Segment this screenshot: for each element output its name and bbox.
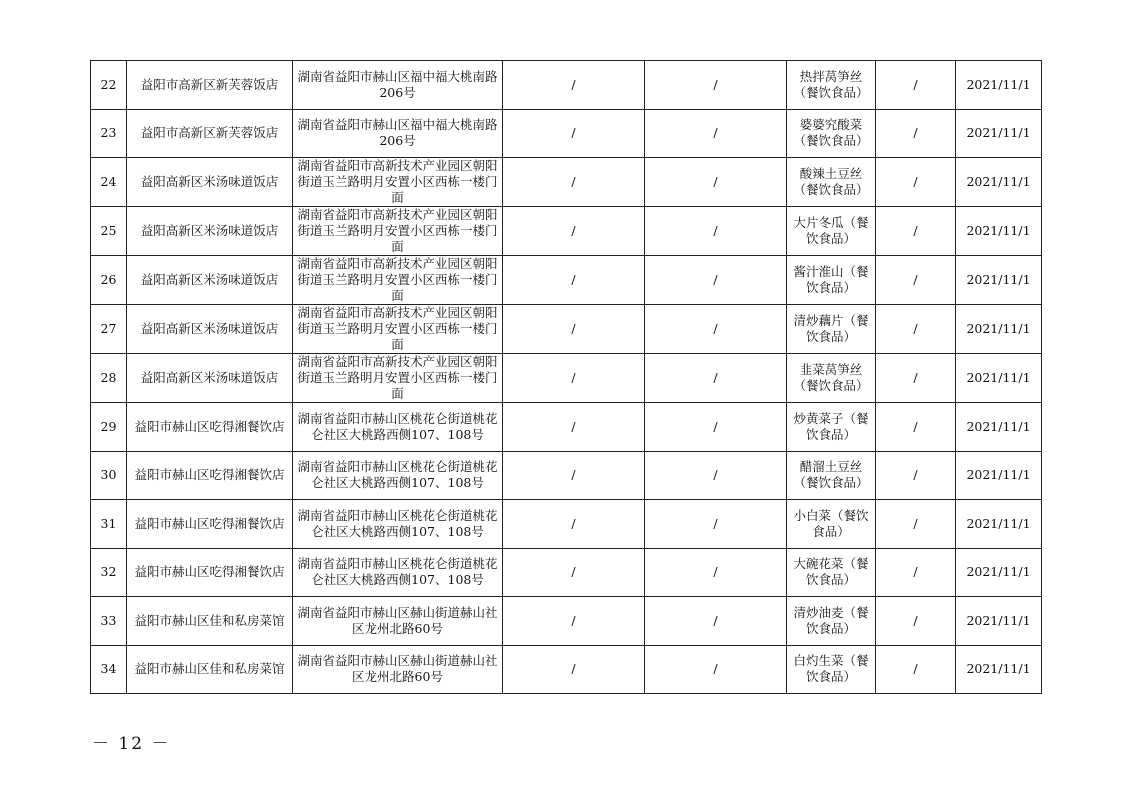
sample-date: 2021/11/1 <box>956 207 1042 256</box>
table-row <box>91 500 1042 549</box>
row-number: 31 <box>91 500 127 549</box>
table-row <box>91 597 1042 646</box>
business-address: 湖南省益阳市赫山区福中福大桃南路206号 <box>293 109 503 158</box>
row-number: 25 <box>91 207 127 256</box>
business-address: 湖南省益阳市高新技术产业园区朝阳街道玉兰路明月安置小区西栋一楼门面 <box>293 305 503 354</box>
business-address: 湖南省益阳市高新技术产业园区朝阳街道玉兰路明月安置小区西栋一楼门面 <box>293 207 503 256</box>
sample-date: 2021/11/1 <box>956 305 1042 354</box>
food-sample-name: 清炒油麦（餐饮食品） <box>787 597 876 646</box>
business-name: 益阳市高新区新芙蓉饭店 <box>127 61 293 110</box>
table-row <box>91 207 1042 256</box>
business-address: 湖南省益阳市赫山区福中福大桃南路206号 <box>293 61 503 110</box>
empty-slash-cell: / <box>876 256 956 305</box>
empty-slash-cell: / <box>503 109 645 158</box>
sample-date: 2021/11/1 <box>956 451 1042 500</box>
business-name: 益阳高新区米汤味道饭店 <box>127 256 293 305</box>
empty-slash-cell: / <box>503 305 645 354</box>
row-number: 24 <box>91 158 127 207</box>
sample-date: 2021/11/1 <box>956 158 1042 207</box>
row-number: 29 <box>91 403 127 452</box>
row-number: 27 <box>91 305 127 354</box>
sample-date: 2021/11/1 <box>956 500 1042 549</box>
business-address: 湖南省益阳市赫山区桃花仑街道桃花仑社区大桃路西侧107、108号 <box>293 500 503 549</box>
sample-date: 2021/11/1 <box>956 256 1042 305</box>
business-name: 益阳市赫山区吃得湘餐饮店 <box>127 500 293 549</box>
table-row <box>91 548 1042 597</box>
table-row <box>91 109 1042 158</box>
empty-slash-cell: / <box>645 403 787 452</box>
row-number: 26 <box>91 256 127 305</box>
food-sample-name: 酸辣土豆丝（餐饮食品） <box>787 158 876 207</box>
empty-slash-cell: / <box>645 645 787 694</box>
sample-date: 2021/11/1 <box>956 645 1042 694</box>
empty-slash-cell: / <box>645 207 787 256</box>
business-address: 湖南省益阳市高新技术产业园区朝阳街道玉兰路明月安置小区西栋一楼门面 <box>293 354 503 403</box>
food-sample-name: 热拌莴笋丝（餐饮食品） <box>787 61 876 110</box>
table-row <box>91 305 1042 354</box>
sample-date: 2021/11/1 <box>956 109 1042 158</box>
results-table <box>90 60 1042 694</box>
empty-slash-cell: / <box>503 500 645 549</box>
table-row <box>91 256 1042 305</box>
table-row <box>91 403 1042 452</box>
table-body <box>91 61 1042 694</box>
row-number: 33 <box>91 597 127 646</box>
business-address: 湖南省益阳市赫山区桃花仑街道桃花仑社区大桃路西侧107、108号 <box>293 403 503 452</box>
empty-slash-cell: / <box>645 61 787 110</box>
empty-slash-cell: / <box>876 61 956 110</box>
empty-slash-cell: / <box>876 207 956 256</box>
business-name: 益阳市赫山区吃得湘餐饮店 <box>127 548 293 597</box>
sample-date: 2021/11/1 <box>956 354 1042 403</box>
table-row <box>91 451 1042 500</box>
food-sample-name: 大碗花菜（餐饮食品） <box>787 548 876 597</box>
food-sample-name: 炒黄菜子（餐饮食品） <box>787 403 876 452</box>
table-row <box>91 61 1042 110</box>
empty-slash-cell: / <box>876 109 956 158</box>
food-sample-name: 小白菜（餐饮食品） <box>787 500 876 549</box>
empty-slash-cell: / <box>503 61 645 110</box>
empty-slash-cell: / <box>645 451 787 500</box>
food-sample-name: 婆婆究酸菜（餐饮食品） <box>787 109 876 158</box>
food-sample-name: 酱汁淮山（餐饮食品） <box>787 256 876 305</box>
business-address: 湖南省益阳市赫山区赫山街道赫山社区龙州北路60号 <box>293 597 503 646</box>
business-name: 益阳高新区米汤味道饭店 <box>127 158 293 207</box>
business-name: 益阳高新区米汤味道饭店 <box>127 207 293 256</box>
empty-slash-cell: / <box>503 403 645 452</box>
empty-slash-cell: / <box>876 548 956 597</box>
business-name: 益阳市赫山区佳和私房菜馆 <box>127 645 293 694</box>
empty-slash-cell: / <box>645 109 787 158</box>
business-name: 益阳市赫山区吃得湘餐饮店 <box>127 403 293 452</box>
business-address: 湖南省益阳市赫山区桃花仑街道桃花仑社区大桃路西侧107、108号 <box>293 451 503 500</box>
food-sample-name: 醋溜土豆丝（餐饮食品） <box>787 451 876 500</box>
food-sample-name: 清炒藕片（餐饮食品） <box>787 305 876 354</box>
table-row <box>91 645 1042 694</box>
food-sample-name: 大片冬瓜（餐饮食品） <box>787 207 876 256</box>
empty-slash-cell: / <box>503 548 645 597</box>
empty-slash-cell: / <box>503 597 645 646</box>
empty-slash-cell: / <box>503 207 645 256</box>
business-address: 湖南省益阳市高新技术产业园区朝阳街道玉兰路明月安置小区西栋一楼门面 <box>293 256 503 305</box>
business-name: 益阳市高新区新芙蓉饭店 <box>127 109 293 158</box>
business-name: 益阳市赫山区吃得湘餐饮店 <box>127 451 293 500</box>
row-number: 28 <box>91 354 127 403</box>
sample-date: 2021/11/1 <box>956 61 1042 110</box>
table-row <box>91 354 1042 403</box>
row-number: 34 <box>91 645 127 694</box>
row-number: 23 <box>91 109 127 158</box>
empty-slash-cell: / <box>645 158 787 207</box>
row-number: 30 <box>91 451 127 500</box>
empty-slash-cell: / <box>645 256 787 305</box>
empty-slash-cell: / <box>876 354 956 403</box>
empty-slash-cell: / <box>503 158 645 207</box>
page-number: － 12 － <box>92 734 171 754</box>
empty-slash-cell: / <box>503 645 645 694</box>
empty-slash-cell: / <box>876 451 956 500</box>
empty-slash-cell: / <box>503 451 645 500</box>
business-name: 益阳高新区米汤味道饭店 <box>127 354 293 403</box>
row-number: 22 <box>91 61 127 110</box>
sample-date: 2021/11/1 <box>956 403 1042 452</box>
row-number: 32 <box>91 548 127 597</box>
empty-slash-cell: / <box>503 256 645 305</box>
food-sample-name: 白灼生菜（餐饮食品） <box>787 645 876 694</box>
empty-slash-cell: / <box>876 597 956 646</box>
empty-slash-cell: / <box>876 645 956 694</box>
sample-date: 2021/11/1 <box>956 548 1042 597</box>
business-name: 益阳高新区米汤味道饭店 <box>127 305 293 354</box>
business-address: 湖南省益阳市高新技术产业园区朝阳街道玉兰路明月安置小区西栋一楼门面 <box>293 158 503 207</box>
business-address: 湖南省益阳市赫山区桃花仑街道桃花仑社区大桃路西侧107、108号 <box>293 548 503 597</box>
empty-slash-cell: / <box>645 597 787 646</box>
empty-slash-cell: / <box>645 500 787 549</box>
empty-slash-cell: / <box>503 354 645 403</box>
business-name: 益阳市赫山区佳和私房菜馆 <box>127 597 293 646</box>
sample-date: 2021/11/1 <box>956 597 1042 646</box>
empty-slash-cell: / <box>645 305 787 354</box>
empty-slash-cell: / <box>876 305 956 354</box>
empty-slash-cell: / <box>876 158 956 207</box>
empty-slash-cell: / <box>645 548 787 597</box>
empty-slash-cell: / <box>645 354 787 403</box>
food-sample-name: 韭菜莴笋丝（餐饮食品） <box>787 354 876 403</box>
business-address: 湖南省益阳市赫山区赫山街道赫山社区龙州北路60号 <box>293 645 503 694</box>
empty-slash-cell: / <box>876 403 956 452</box>
table-row <box>91 158 1042 207</box>
empty-slash-cell: / <box>876 500 956 549</box>
